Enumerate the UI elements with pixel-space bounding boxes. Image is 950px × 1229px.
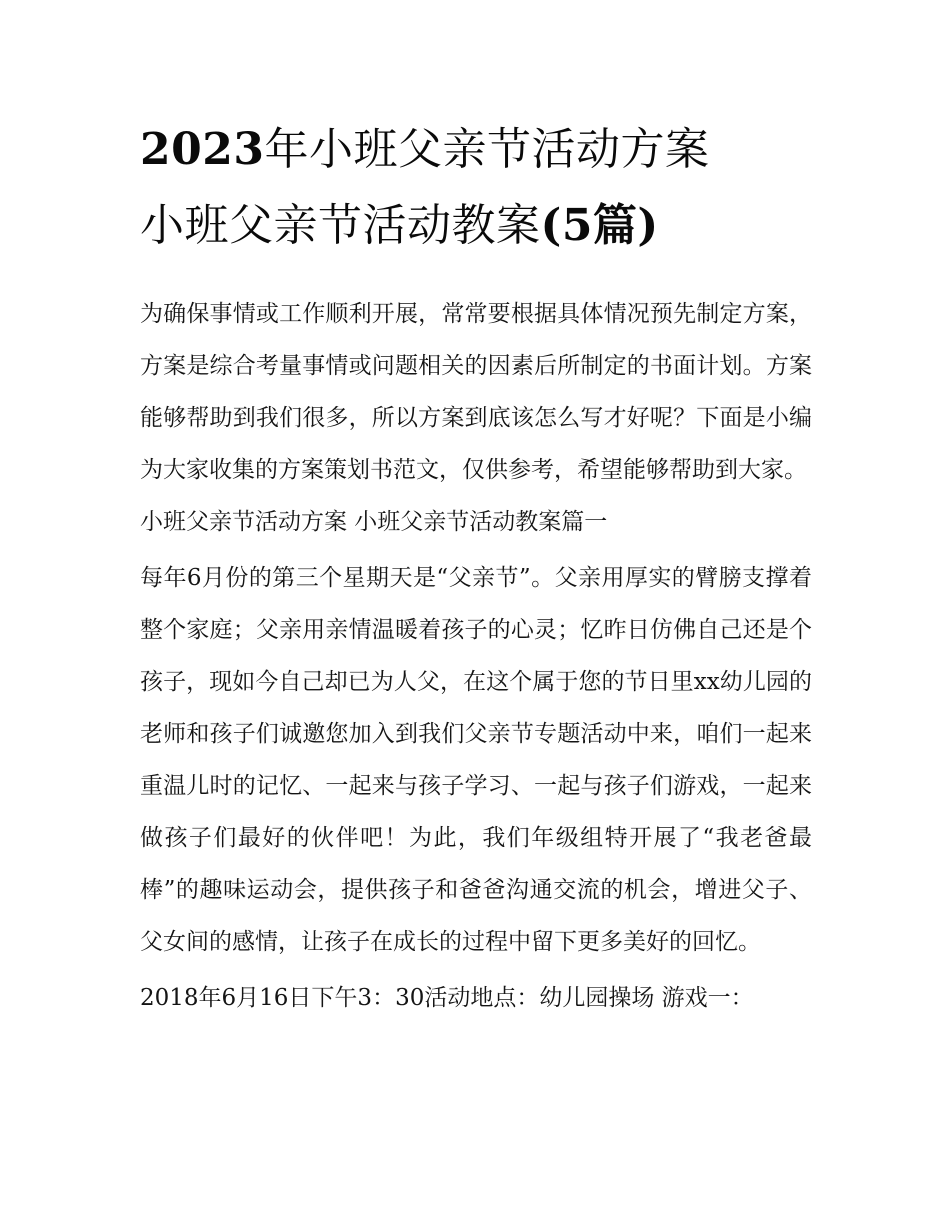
title-line-2-suffix: (5篇)	[540, 200, 659, 251]
intro-paragraph: 为确保事情或工作顺利开展，常常要根据具体情况预先制定方案，方案是综合考量事情或问题相关的因素后所制定的书面计划。方案能够帮助到我们很多，所以方案到底该怎么写才好呢？下面是小编为大家收集的方案策划书范文，仅供参考，希望能够帮助到大家。	[140, 301, 812, 483]
document-title	[140, 118, 812, 258]
title-line-2	[140, 194, 812, 258]
title-line-1	[140, 118, 812, 182]
document-content	[140, 118, 812, 1024]
body-paragraph: 每年6月份的第三个星期天是“父亲节”。父亲用厚实的臂膀支撑着整个家庭；父亲用亲情温暖着孩子的心灵；忆昨日仿佛自己还是个孩子，现如今自己却已为人父，在这个属于您的节日里xx幼儿园的老师和孩子们诚邀您加入到我们父亲节专题活动中来，咱们一起来重温儿时的记忆、一起来与孩子学习、一起与孩子们游戏，一起来做孩子们最好的伙伴吧！为此，我们年级组特开展了“我老爸最棒”的趣味运动会，提供孩子和爸爸沟通交流的机会，增进父子、父女间的感情，让孩子在成长的过程中留下更多美好的回忆。	[140, 565, 812, 955]
title-line-2-text: 小班父亲节活动教案	[140, 200, 541, 251]
schedule-paragraph: 2018年6月16日下午3：30活动地点：幼儿园操场 游戏一：	[140, 985, 754, 1011]
section-heading: 小班父亲节活动方案 小班父亲节活动教案篇一	[140, 509, 608, 535]
title-line-1-text: 年小班父亲节活动方案	[264, 124, 710, 175]
title-year: 2023	[140, 124, 265, 175]
